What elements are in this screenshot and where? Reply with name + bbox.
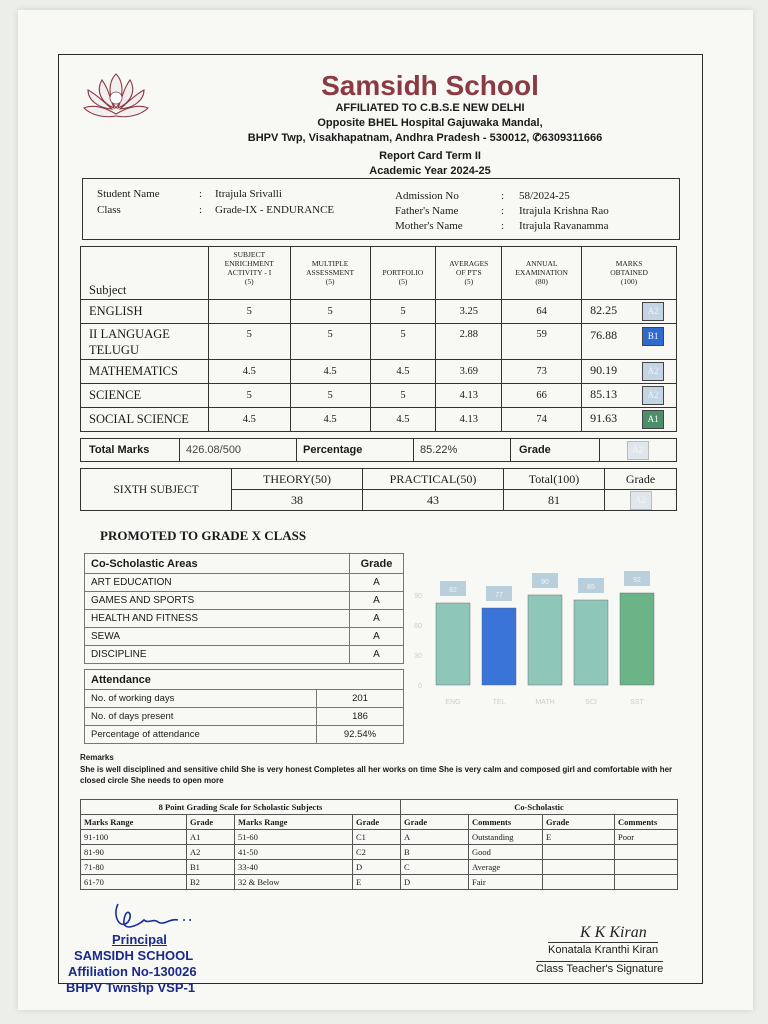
category-label: MATH bbox=[535, 699, 555, 706]
co-area: ART EDUCATION bbox=[85, 574, 350, 592]
grade-header: Grade bbox=[353, 815, 401, 830]
sixth-subject-table bbox=[80, 468, 677, 511]
portfolio-value: 4.5 bbox=[370, 360, 436, 384]
total-marks: 82.25 bbox=[590, 302, 618, 317]
subject-name: ENGLISH bbox=[81, 300, 209, 324]
marks-row-telugu bbox=[81, 324, 677, 360]
bar-eng bbox=[436, 603, 470, 685]
student-name: Itrajula Srivalli bbox=[215, 188, 282, 200]
co-area: DISCIPLINE bbox=[85, 646, 350, 664]
bar-math bbox=[528, 595, 562, 685]
co-grade-header: Grade bbox=[543, 815, 615, 830]
co-row bbox=[85, 628, 404, 646]
marks-row-english bbox=[81, 300, 677, 324]
grading-scale-table bbox=[80, 799, 678, 890]
ma-value: 4.5 bbox=[290, 360, 370, 384]
attendance-table bbox=[84, 669, 404, 744]
teacher-name: Konatala Kranthi Kiran bbox=[548, 944, 659, 956]
sea-value: 5 bbox=[208, 300, 290, 324]
report-title: Report Card Term II bbox=[379, 150, 481, 162]
co-area-header: Co-Scholastic Areas bbox=[85, 554, 350, 574]
annual-value: 59 bbox=[502, 324, 582, 360]
class-value: Grade-IX - ENDURANCE bbox=[215, 204, 335, 216]
co-area: GAMES AND SPORTS bbox=[85, 592, 350, 610]
father-value: Itrajula Krishna Rao bbox=[519, 205, 609, 217]
marks-row-mathematics bbox=[81, 360, 677, 384]
colon: : bbox=[501, 205, 505, 217]
bar-sst bbox=[620, 593, 654, 685]
category-label: SST bbox=[630, 699, 644, 706]
lotus-logo bbox=[80, 68, 152, 126]
father-label: Father's Name bbox=[395, 205, 459, 217]
co-row bbox=[85, 610, 404, 628]
attendance-value: 201 bbox=[317, 690, 404, 708]
annual-value: 73 bbox=[502, 360, 582, 384]
data-label: 82 bbox=[449, 587, 457, 594]
co-grade-header: Grade bbox=[350, 554, 404, 574]
bar-tel bbox=[482, 608, 516, 685]
mother-label: Mother's Name bbox=[395, 220, 463, 232]
overall-grade: A2 bbox=[627, 441, 649, 460]
student-name-label: Student Name bbox=[97, 188, 160, 200]
principal-title: Principal bbox=[112, 932, 167, 947]
y-tick-label: 0 bbox=[418, 683, 422, 690]
sixth-subject-label: SIXTH SUBJECT bbox=[81, 469, 232, 511]
range-header: Marks Range bbox=[235, 815, 353, 830]
overall-grade-cell bbox=[600, 439, 677, 462]
practical-value: 43 bbox=[363, 490, 504, 511]
annual-value: 66 bbox=[502, 384, 582, 408]
marks-obtained-cell bbox=[582, 360, 677, 384]
teacher-signature-handwriting: K K Kiran bbox=[580, 924, 647, 941]
marks-table bbox=[80, 246, 677, 432]
header-annual: ANNUAL EXAMINATION (80) bbox=[502, 247, 582, 300]
y-tick-label: 60 bbox=[414, 623, 422, 630]
co-comments-header: Comments bbox=[469, 815, 543, 830]
subject-name: II LANGUAGE TELUGU bbox=[81, 324, 209, 360]
category-label: TEL bbox=[492, 699, 506, 706]
attendance-label: No. of days present bbox=[85, 708, 317, 726]
total-marks-value: 426.08/500 bbox=[180, 439, 297, 462]
percentage-label: Percentage bbox=[297, 439, 414, 462]
header-multiple-assessment: MULTIPLE ASSESSMENT (5) bbox=[290, 247, 370, 300]
admission-value: 58/2024-25 bbox=[519, 190, 570, 202]
attendance-value: 186 bbox=[317, 708, 404, 726]
co-grade: A bbox=[350, 646, 404, 664]
scale-row: 81-90 A2 41-50 C2 B Good bbox=[81, 845, 678, 860]
teacher-signature-caption: Class Teacher's Signature bbox=[536, 963, 664, 975]
school-name: Samsidh School bbox=[321, 70, 539, 101]
portfolio-value: 5 bbox=[370, 384, 436, 408]
colon: : bbox=[501, 190, 505, 202]
portfolio-value: 4.5 bbox=[370, 408, 436, 432]
totals-table bbox=[80, 438, 677, 462]
academic-year: Academic Year 2024-25 bbox=[369, 165, 491, 177]
marks-bar-chart bbox=[410, 555, 680, 715]
marks-obtained-cell bbox=[582, 300, 677, 324]
avg-value: 3.69 bbox=[436, 360, 502, 384]
practical-label: PRACTICAL(50) bbox=[363, 469, 504, 490]
attendance-value: 92.54% bbox=[317, 726, 404, 744]
grade-label: Grade bbox=[511, 439, 600, 462]
address-line-1: Opposite BHEL Hospital Gajuwaka Mandal, bbox=[317, 117, 543, 129]
header-sea: SUBJECT ENRICHMENT ACTIVITY - I (5) bbox=[208, 247, 290, 300]
remarks-text: She is well disciplined and sensitive child She is very honest Completes all her works on time She is very calm and composed girl and comfortable with her closed circle She needs to open more bbox=[80, 764, 673, 785]
co-grade: A bbox=[350, 574, 404, 592]
annual-value: 64 bbox=[502, 300, 582, 324]
phone-icon: ✆ bbox=[532, 132, 542, 144]
sixth-grade-cell bbox=[605, 490, 677, 511]
stamp-school-name: SAMSIDH SCHOOL bbox=[74, 948, 194, 963]
avg-value: 2.88 bbox=[436, 324, 502, 360]
co-grade: A bbox=[350, 628, 404, 646]
attendance-row bbox=[85, 726, 404, 744]
affiliation-line: AFFILIATED TO C.B.S.E NEW DELHI bbox=[335, 102, 525, 114]
sixth-grade: A2 bbox=[630, 491, 652, 510]
remarks-title: Remarks bbox=[80, 753, 114, 762]
data-label: 92 bbox=[633, 577, 641, 584]
attendance-row bbox=[85, 690, 404, 708]
subject-name: SOCIAL SCIENCE bbox=[81, 408, 209, 432]
subject-name: SCIENCE bbox=[81, 384, 209, 408]
grade-badge: A2 bbox=[642, 302, 664, 321]
sea-value: 5 bbox=[208, 324, 290, 360]
ma-value: 5 bbox=[290, 300, 370, 324]
co-area: SEWA bbox=[85, 628, 350, 646]
sea-value: 4.5 bbox=[208, 360, 290, 384]
colon: : bbox=[199, 204, 203, 216]
avg-value: 4.13 bbox=[436, 408, 502, 432]
co-comments-header: Comments bbox=[615, 815, 678, 830]
mother-value: Itrajula Ravanamma bbox=[519, 220, 609, 232]
grade-badge: B1 bbox=[642, 327, 664, 346]
co-grade-header: Grade bbox=[401, 815, 469, 830]
address-line-2-wrap bbox=[180, 131, 670, 144]
ma-value: 4.5 bbox=[290, 408, 370, 432]
colon: : bbox=[501, 220, 505, 232]
marks-obtained-cell bbox=[582, 408, 677, 432]
avg-value: 3.25 bbox=[436, 300, 502, 324]
scale-row: 71-80 B1 33-40 D C Average bbox=[81, 860, 678, 875]
y-tick-label: 90 bbox=[414, 593, 422, 600]
category-label: ENG bbox=[445, 699, 461, 706]
scale-row: 91-100 A1 51-60 C1 A Outstanding E Poor bbox=[81, 830, 678, 845]
co-row bbox=[85, 574, 404, 592]
total-marks: 90.19 bbox=[590, 362, 618, 377]
total-marks-label: Total Marks bbox=[81, 439, 180, 462]
grade-badge: A2 bbox=[642, 386, 664, 405]
student-info-box bbox=[82, 178, 680, 240]
marks-obtained-cell bbox=[582, 384, 677, 408]
category-label: SCI bbox=[585, 699, 597, 706]
attendance-label: Percentage of attendance bbox=[85, 726, 317, 744]
admission-label: Admission No bbox=[395, 190, 459, 202]
grading-scale-title: 8 Point Grading Scale for Scholastic Subjects bbox=[81, 800, 401, 815]
grade-header: Grade bbox=[187, 815, 235, 830]
co-row bbox=[85, 592, 404, 610]
total-label: Total(100) bbox=[504, 469, 605, 490]
sixth-grade-label: Grade bbox=[605, 469, 677, 490]
sea-value: 4.5 bbox=[208, 408, 290, 432]
grade-badge: A1 bbox=[642, 410, 664, 429]
range-header: Marks Range bbox=[81, 815, 187, 830]
portfolio-value: 5 bbox=[370, 324, 436, 360]
attendance-title: Attendance bbox=[85, 670, 404, 690]
co-grade: A bbox=[350, 610, 404, 628]
co-scholastic-table bbox=[84, 553, 404, 664]
total-marks: 76.88 bbox=[590, 327, 618, 342]
promotion-status: PROMOTED TO GRADE X CLASS bbox=[100, 528, 307, 543]
ma-value: 5 bbox=[290, 324, 370, 360]
header-marks-obtained: MARKS OBTAINED (100) bbox=[582, 247, 677, 300]
class-label: Class bbox=[97, 204, 121, 216]
avg-value: 4.13 bbox=[436, 384, 502, 408]
co-row bbox=[85, 646, 404, 664]
stamp-affiliation: Affiliation No-130026 bbox=[68, 964, 197, 979]
remarks-block bbox=[80, 752, 680, 787]
y-tick-label: 30 bbox=[414, 653, 422, 660]
theory-value: 38 bbox=[232, 490, 363, 511]
co-grade: A bbox=[350, 592, 404, 610]
colon: : bbox=[199, 188, 203, 200]
attendance-row bbox=[85, 708, 404, 726]
sea-value: 5 bbox=[208, 384, 290, 408]
subject-name: MATHEMATICS bbox=[81, 360, 209, 384]
sixth-total-value: 81 bbox=[504, 490, 605, 511]
grade-badge: A2 bbox=[642, 362, 664, 381]
stamp-address: BHPV Twnshp VSP-1 bbox=[66, 980, 196, 995]
bar-sci bbox=[574, 600, 608, 685]
co-area: HEALTH AND FITNESS bbox=[85, 610, 350, 628]
marks-obtained-cell bbox=[582, 324, 677, 360]
marks-row-science bbox=[81, 384, 677, 408]
data-label: 85 bbox=[587, 584, 595, 591]
portfolio-value: 5 bbox=[370, 300, 436, 324]
marks-row-social-science bbox=[81, 408, 677, 432]
ma-value: 5 bbox=[290, 384, 370, 408]
co-scholastic-scale-title: Co-Scholastic bbox=[401, 800, 678, 815]
annual-value: 74 bbox=[502, 408, 582, 432]
phone-number: 6309311666 bbox=[541, 132, 603, 144]
address-line-2: BHPV Twp, Visakhapatnam, Andhra Pradesh - 530012, bbox=[247, 132, 530, 144]
theory-label: THEORY(50) bbox=[232, 469, 363, 490]
attendance-label: No. of working days bbox=[85, 690, 317, 708]
data-label: 77 bbox=[495, 592, 503, 599]
header-portfolio: PORTFOLIO (5) bbox=[370, 247, 436, 300]
data-label: 90 bbox=[541, 579, 549, 586]
marks-header-row bbox=[81, 247, 677, 300]
header-subject: Subject bbox=[81, 247, 209, 300]
total-marks: 91.63 bbox=[590, 410, 618, 425]
scale-row: 61-70 B2 32 & Below E D Fair bbox=[81, 875, 678, 890]
total-marks: 85.13 bbox=[590, 386, 618, 401]
percentage-value: 85.22% bbox=[414, 439, 511, 462]
header-averages: AVERAGES OF PT'S (5) bbox=[436, 247, 502, 300]
